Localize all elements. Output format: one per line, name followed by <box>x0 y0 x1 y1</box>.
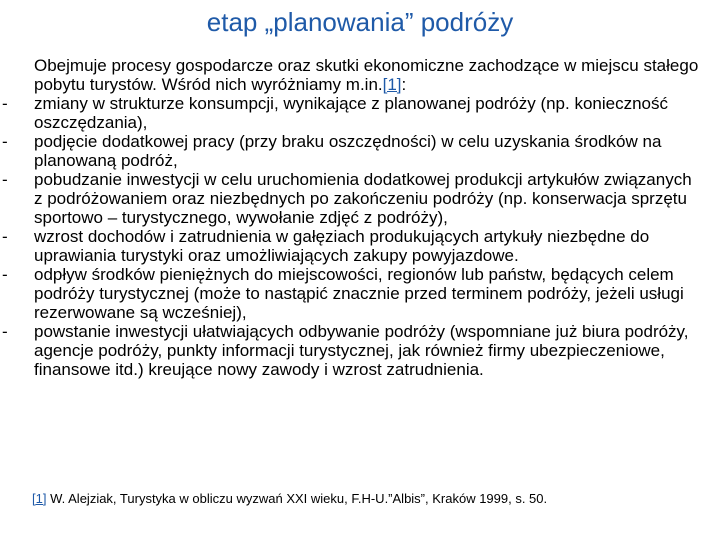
list-item <box>2 170 702 227</box>
slide-title: etap „planowania” podróży <box>206 7 514 37</box>
list-item <box>2 94 702 132</box>
list-item <box>2 132 702 170</box>
list-item-text: wzrost dochodów i zatrudnienia w gałęziach produkujących artykuły niezbędne do uprawiania turystyki oraz umożliwiających zakupy powyjazdowe. <box>34 227 650 265</box>
intro-paragraph <box>34 56 702 94</box>
bullet-dash: - <box>2 94 8 113</box>
footnote-text: W. Alejziak, Turystyka w obliczu wyzwań XXI wieku, F.H-U.”Albis”, Kraków 1999, s. 50. <box>46 491 548 506</box>
list-item-text: zmiany w strukturze konsumpcji, wynikające z planowanej podróży (np. konieczność oszczędzania), <box>34 94 669 132</box>
intro-text: Obejmuje procesy gospodarcze oraz skutki ekonomiczne zachodzące w miejscu stałego pobytu turystów. Wśród nich wyróżniamy m.in. <box>34 56 699 94</box>
list-item-text: podjęcie dodatkowej pracy (przy braku oszczędności) w celu uzyskania środków na planowaną podróż, <box>34 132 662 170</box>
list-item <box>2 322 702 379</box>
slide-body <box>2 56 702 379</box>
bullet-dash: - <box>2 227 8 246</box>
footnote-anchor-link[interactable]: [1] <box>32 491 47 506</box>
list-item-text: odpływ środków pieniężnych do miejscowości, regionów lub państw, będących celem podróży turystycznej (może to nastąpić znacznie przed terminem podróży, jeżeli usługi rezerwowane są wcześniej), <box>34 265 684 322</box>
bullet-dash: - <box>2 132 8 151</box>
bullet-dash: - <box>2 170 8 189</box>
list-item <box>2 227 702 265</box>
list-item-text: powstanie inwestycji ułatwiających odbywanie podróży (wspomniane już biura podróży, agencje podróży, punkty informacji turystycznej, jak również firmy ubezpieczeniowe, finansowe itd.) kreujące nowy zawody i wzrost zatrudnienia. <box>34 322 689 379</box>
bullet-dash: - <box>2 265 8 284</box>
intro-text-end: : <box>401 75 407 94</box>
list-item <box>2 265 702 322</box>
list-item-text: pobudzanie inwestycji w celu uruchomienia dodatkowej produkcji artykułów związanych z podróżowaniem oraz niezbędnych po zakończeniu podróży (np. konserwacja sprzętu sportowo – turystycznego, wywołanie zdjęć z podróży), <box>34 170 692 227</box>
footnote-reference-link[interactable]: [1] <box>382 75 402 94</box>
bullet-dash: - <box>2 322 8 341</box>
footnote <box>32 490 712 508</box>
